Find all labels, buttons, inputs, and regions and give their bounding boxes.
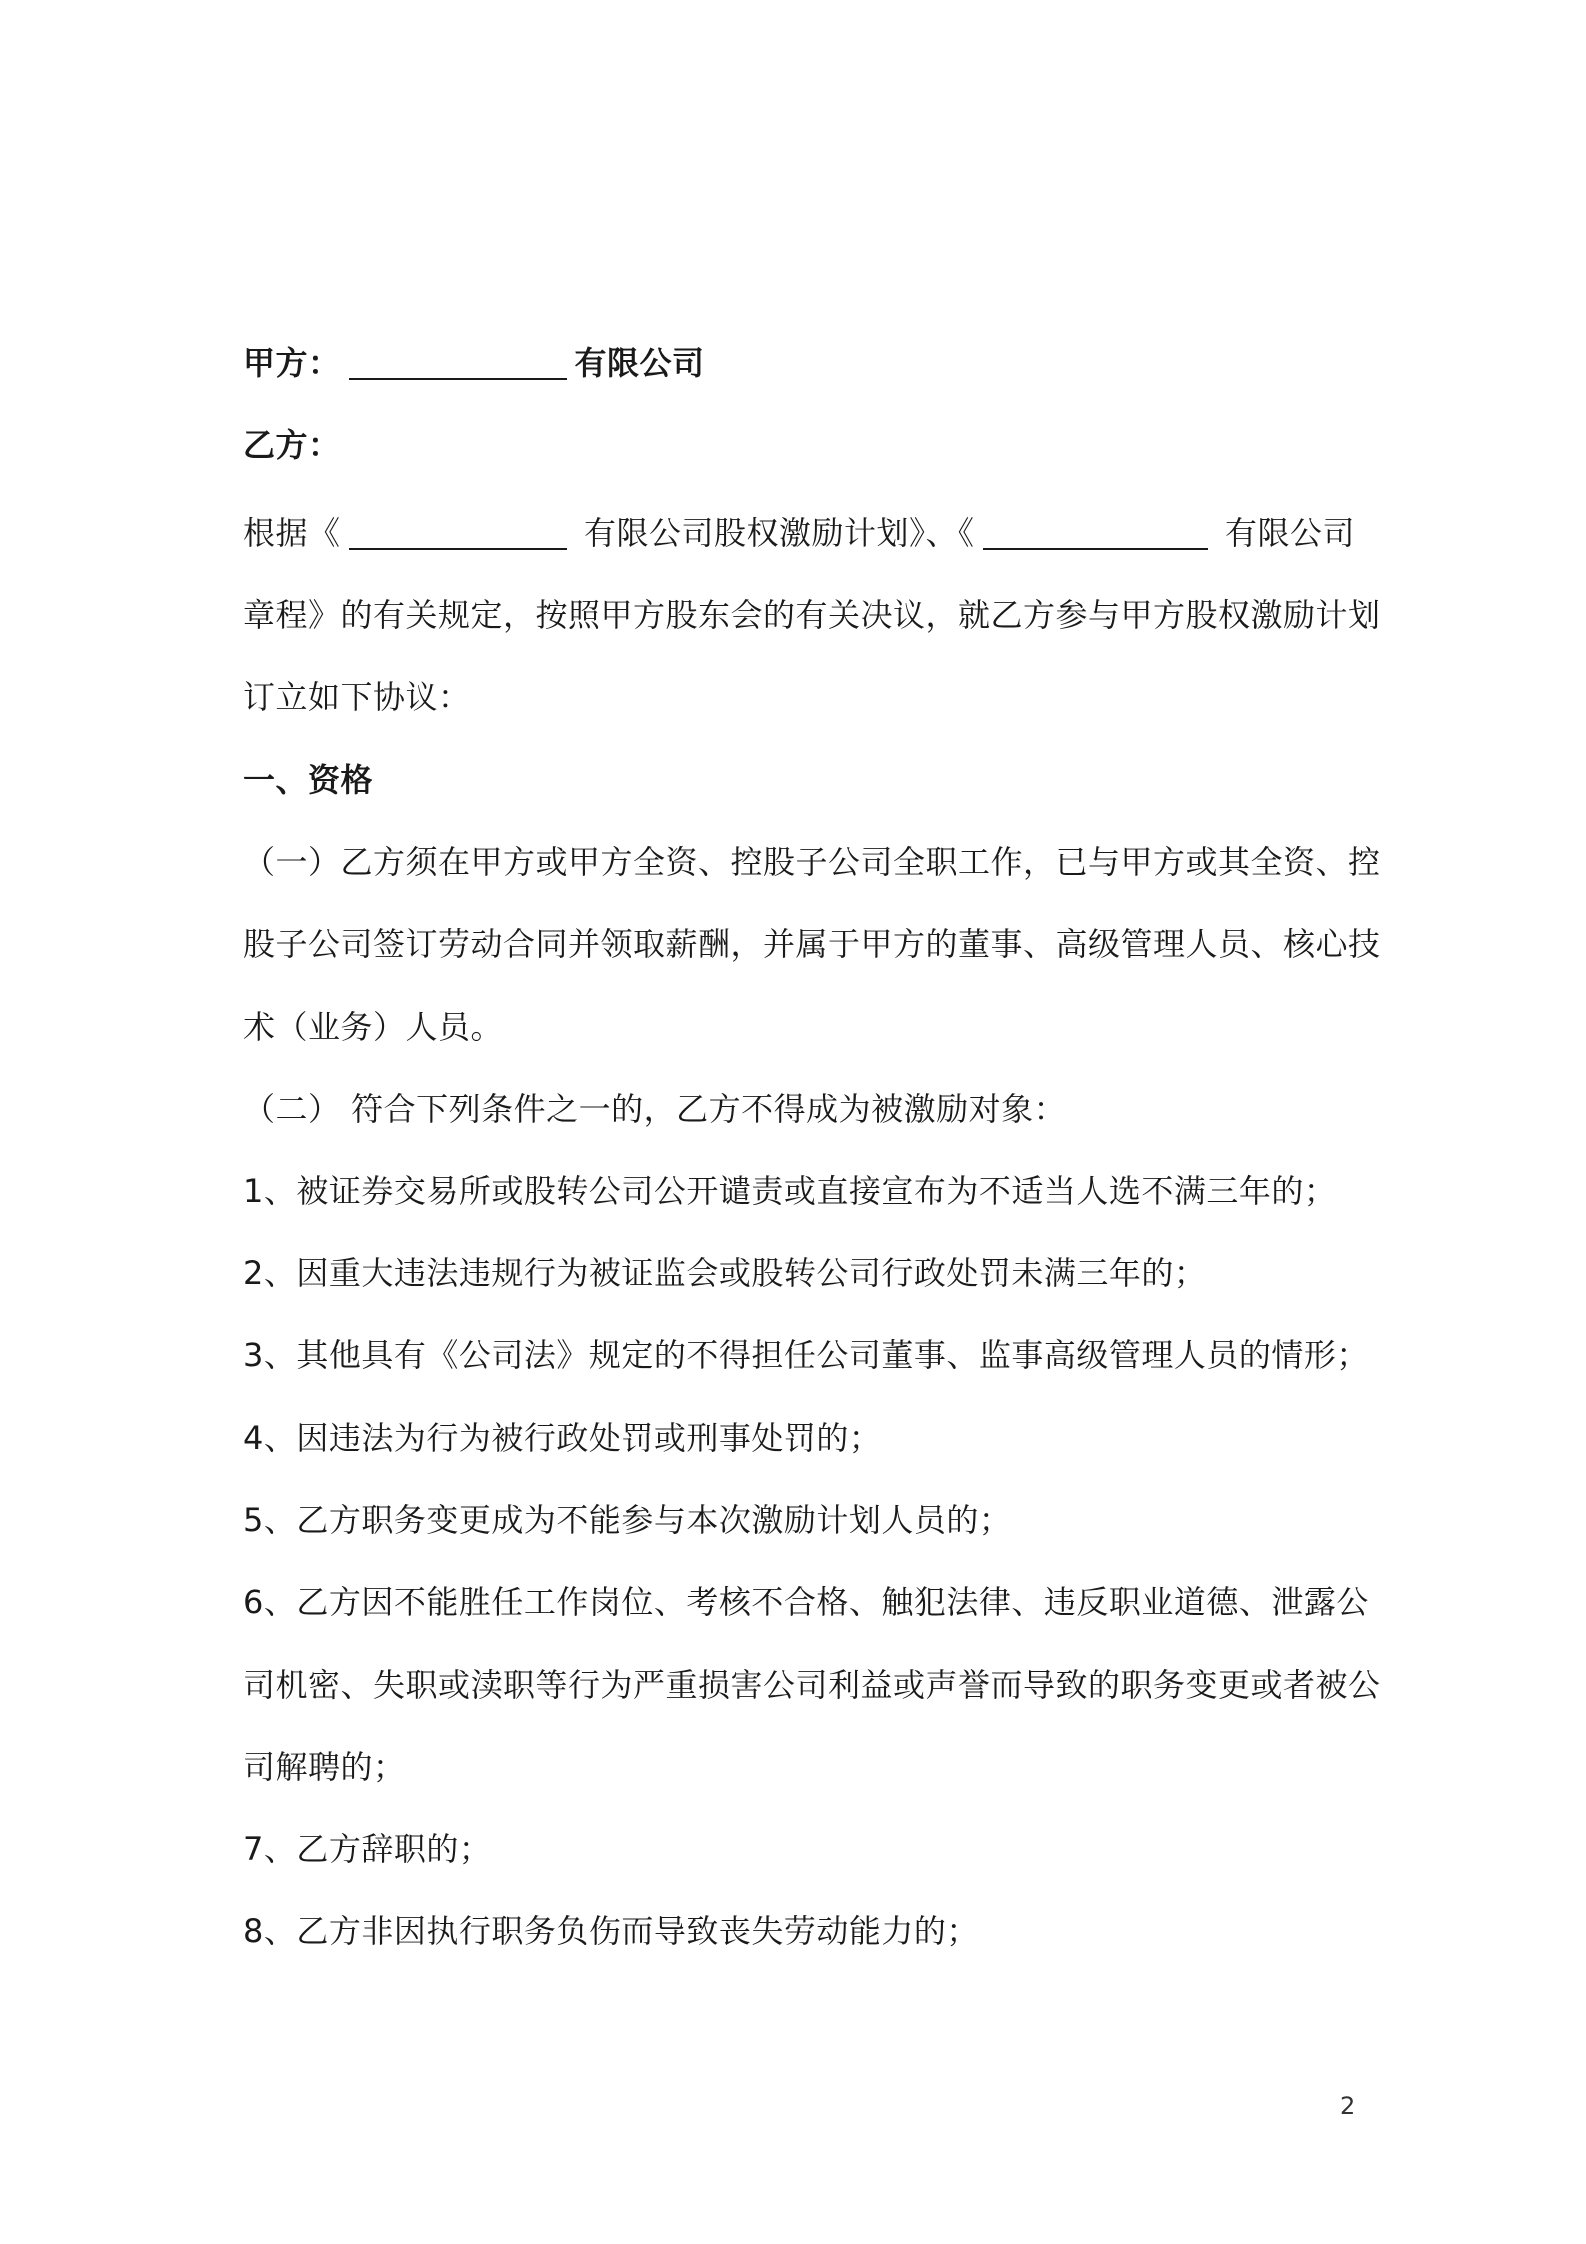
party-a-suffix: 有限公司 bbox=[574, 344, 705, 382]
list-item: 6、乙方因不能胜任工作岗位、考核不合格、触犯法律、违反职业道德、泄露公 bbox=[243, 1583, 1369, 1621]
list-item: 8、乙方非因执行职务负伤而导致丧失劳动能力的； bbox=[243, 1912, 979, 1950]
clause2-title: （二） 符合下列条件之一的，乙方不得成为被激励对象： bbox=[243, 1090, 1067, 1128]
page-number: 2 bbox=[1340, 2092, 1356, 2120]
list-item-continued: 司解聘的； bbox=[243, 1748, 406, 1786]
charter-company-blank bbox=[983, 518, 1208, 550]
plan-company-blank bbox=[349, 518, 567, 550]
list-item-continued: 司机密、失职或渎职等行为严重损害公司利益或声誉而导致的职务变更或者被公 bbox=[243, 1666, 1381, 1704]
preamble-part3: 有限公司 bbox=[1224, 514, 1355, 552]
list-item: 7、乙方辞职的； bbox=[243, 1830, 492, 1868]
preamble-line-2: 章程》的有关规定，按照甲方股东会的有关决议，就乙方参与甲方股权激励计划 bbox=[243, 596, 1381, 634]
preamble-line-3: 订立如下协议： bbox=[243, 678, 471, 716]
preamble-part1: 根据《 bbox=[243, 510, 575, 556]
party-b-label: 乙方： bbox=[243, 426, 341, 464]
party-a-line bbox=[243, 340, 705, 386]
preamble-part2: 有限公司股权激励计划》、《 bbox=[584, 510, 1216, 556]
list-item: 2、因重大违法违规行为被证监会或股转公司行政处罚未满三年的； bbox=[243, 1254, 1207, 1292]
party-a-name-blank bbox=[349, 348, 567, 380]
party-b-line bbox=[243, 422, 341, 468]
list-item: 5、乙方职务变更成为不能参与本次激励计划人员的； bbox=[243, 1501, 1012, 1539]
clause1-line-3: 术（业务）人员。 bbox=[243, 1008, 504, 1046]
list-item: 3、其他具有《公司法》规定的不得担任公司董事、监事高级管理人员的情形； bbox=[243, 1336, 1369, 1374]
clause1-line-1: （一）乙方须在甲方或甲方全资、控股子公司全职工作，已与甲方或其全资、控 bbox=[243, 843, 1381, 881]
section1-title: 一、资格 bbox=[243, 761, 374, 799]
preamble-line-1 bbox=[243, 510, 1355, 556]
clause1-line-2: 股子公司签订劳动合同并领取薪酬，并属于甲方的董事、高级管理人员、核心技 bbox=[243, 925, 1381, 963]
list-item: 4、因违法为行为被行政处罚或刑事处罚的； bbox=[243, 1419, 882, 1457]
list-item: 1、被证券交易所或股转公司公开谴责或直接宣布为不适当人选不满三年的； bbox=[243, 1172, 1337, 1210]
party-a-label: 甲方： bbox=[243, 344, 341, 382]
